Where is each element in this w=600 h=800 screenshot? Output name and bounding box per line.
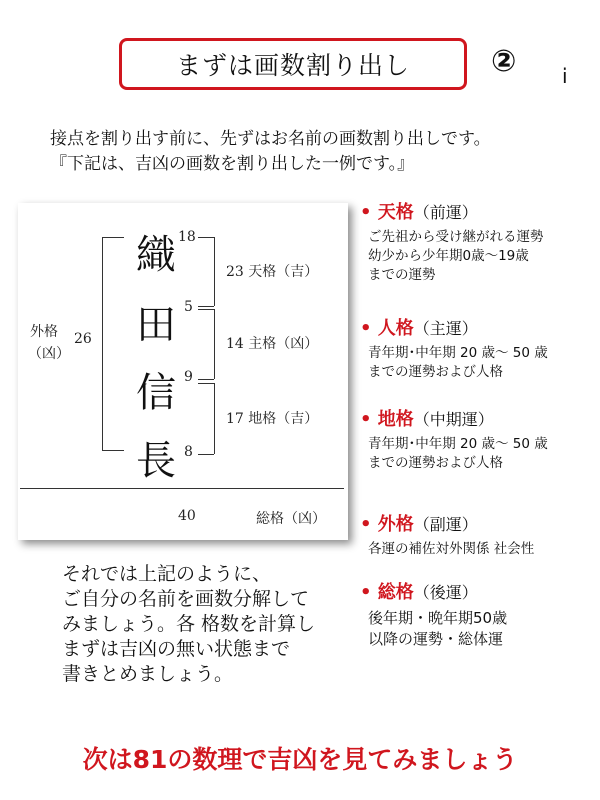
- name-char-4: 長: [136, 438, 176, 484]
- bullet-icon: •: [360, 409, 372, 430]
- name-char-2: 田: [136, 302, 176, 348]
- gaikaku-value: 26: [74, 331, 92, 347]
- sokaku-label: 総格（凶）: [256, 511, 326, 527]
- bullet-icon: •: [360, 582, 372, 603]
- stroke-count-2: 5: [184, 299, 193, 315]
- desc-line: 以降の運勢・総体運: [368, 630, 504, 648]
- desc-line: 青年期･中年期 20 歳～ 50 歳: [368, 345, 548, 361]
- stroke-count-1: 18: [178, 229, 196, 245]
- name-diagram-card: [18, 203, 348, 540]
- category-sokaku: [360, 578, 478, 604]
- stroke-count-4: 8: [184, 444, 193, 460]
- category-name: 人格: [377, 318, 414, 339]
- category-desc-chikaku: [368, 435, 548, 473]
- paragraph-line: それでは上記のように、: [62, 563, 272, 585]
- bullet-icon: •: [360, 514, 372, 535]
- outer-bracket-bottom: [102, 450, 124, 451]
- gaikaku-result: （凶）: [28, 346, 70, 362]
- outer-bracket-top: [102, 237, 124, 238]
- category-name: 外格: [377, 514, 414, 535]
- sokaku-value: 40: [178, 508, 196, 524]
- category-desc-jinkaku: [368, 344, 548, 382]
- category-sub: （副運）: [413, 515, 478, 534]
- tenkaku-value: 23 天格（吉）: [226, 264, 319, 280]
- desc-line: ご先祖から受け継がれる運勢: [368, 229, 544, 245]
- intro-line-1: 接点を割り出す前に、先ずはお名前の画数割り出しです。: [50, 129, 491, 149]
- outer-bracket: [102, 237, 103, 451]
- bullet-icon: •: [360, 202, 372, 223]
- bullet-icon: •: [360, 318, 372, 339]
- category-chikaku: [360, 405, 494, 431]
- category-sub: （中期運）: [413, 410, 494, 429]
- page-number: ②: [491, 44, 517, 79]
- category-sub: （後運）: [413, 583, 478, 602]
- page-title: まずは画数割り出し: [119, 38, 467, 90]
- desc-line: 後年期・晩年期50歳: [368, 609, 508, 627]
- desc-line: 青年期･中年期 20 歳～ 50 歳: [368, 436, 548, 452]
- category-sub: （前運）: [413, 203, 478, 222]
- paragraph-line: みましょう。各 格数を計算し: [62, 613, 316, 635]
- category-tenkaku: [360, 198, 478, 224]
- tenkaku-bracket: [214, 237, 215, 306]
- desc-line: までの運勢および人格: [368, 364, 503, 380]
- chikaku-value: 17 地格（吉）: [226, 411, 319, 427]
- page-suffix: i: [562, 64, 568, 88]
- chikaku-bracket: [214, 383, 215, 454]
- chikaku-bracket-bottom: [198, 454, 214, 455]
- jinkaku-bracket-top: [198, 309, 214, 310]
- intro-line-2: 『下記は、吉凶の画数を割り出した一例です。』: [50, 154, 415, 174]
- category-desc-sokaku: [368, 608, 507, 650]
- category-name: 地格: [377, 409, 414, 430]
- paragraph-line: まずは吉凶の無い状態まで: [62, 638, 291, 660]
- instruction-paragraph: [62, 562, 315, 687]
- name-char-1: 織: [136, 232, 176, 278]
- category-desc-gaikaku: [368, 540, 534, 559]
- desc-line: までの運勢および人格: [368, 455, 503, 471]
- jinkaku-bracket: [214, 309, 215, 379]
- chikaku-bracket-top: [198, 383, 214, 384]
- category-sub: （主運）: [413, 319, 478, 338]
- category-name: 天格: [377, 202, 414, 223]
- category-gaikaku: [360, 510, 478, 536]
- gaikaku-label: 外格: [30, 324, 58, 340]
- stroke-count-3: 9: [184, 369, 193, 385]
- desc-line: 各運の補佐対外関係 社会性: [368, 541, 535, 557]
- category-jinkaku: [360, 314, 478, 340]
- jinkaku-value: 14 主格（凶）: [226, 336, 319, 352]
- tenkaku-bracket-bottom: [198, 306, 214, 307]
- desc-line: 幼少から少年期0歳～19歳: [368, 248, 529, 264]
- name-char-3: 信: [136, 370, 176, 416]
- desc-line: までの運勢: [368, 267, 436, 283]
- category-desc-tenkaku: [368, 228, 544, 285]
- paragraph-line: 書きとめましょう。: [62, 663, 234, 685]
- tenkaku-bracket-top: [198, 237, 214, 238]
- footer-message: 次は81の数理で吉凶を見てみましょう: [82, 745, 518, 774]
- total-divider: [20, 488, 344, 489]
- jinkaku-bracket-bottom: [198, 379, 214, 380]
- paragraph-line: ご自分の名前を画数分解して: [62, 588, 310, 610]
- category-name: 総格: [377, 582, 414, 603]
